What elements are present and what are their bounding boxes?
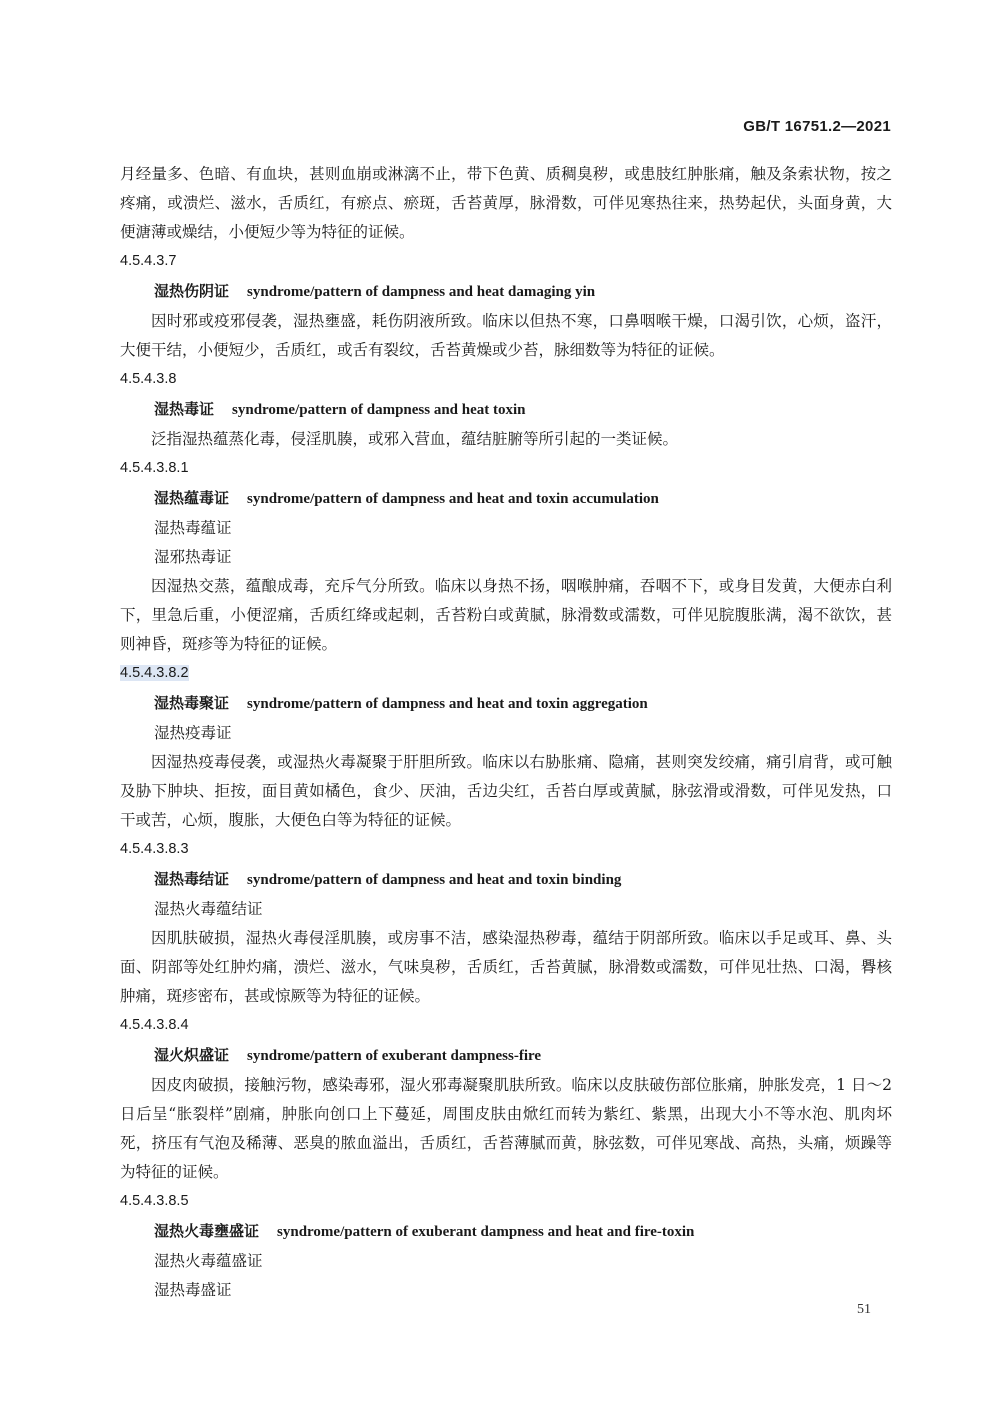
term-english: syndrome/pattern of dampness and heat and toxin binding (247, 872, 622, 888)
definition-paragraph: 泛指湿热蕴蒸化毒，侵淫肌腠，或邪入营血，蕴结脏腑等所引起的一类证候。 (151, 430, 679, 448)
term-english: syndrome/pattern of exuberant dampness and heat and fire-toxin (277, 1224, 695, 1240)
synonym-term: 湿邪热毒证 (154, 548, 232, 566)
standard-code-header: GB/T 16751.2—2021 (743, 118, 891, 135)
term-english: syndrome/pattern of dampness and heat toxin (232, 402, 526, 418)
definition-paragraph: 因湿热交蒸，蕴酿成毒，充斥气分所致。临床以身热不扬，咽喉肿痛，吞咽不下，或身目发黄，大便赤白利下，里急后重，小便涩痛，舌质红绛或起刺，舌苔粉白或黄腻，脉滑数或濡数，可伴见脘腹胀满，渴不欲饮，甚则神昏，斑疹等为特征的证候。 (120, 577, 892, 653)
synonym-term: 湿热毒蕴证 (154, 519, 232, 537)
term-chinese: 湿热毒证 (154, 400, 215, 418)
term-english: syndrome/pattern of dampness and heat and toxin accumulation (247, 491, 659, 507)
section-number: 4.5.4.3.8.4 (120, 1017, 189, 1033)
definition-paragraph: 因皮肉破损，接触污物，感染毒邪，湿火邪毒凝聚肌肤所致。临床以皮肤破伤部位胀痛，肿胀发亮，1 日～2 日后呈“胀裂样”剧痛，肿胀向创口上下蔓延，周围皮肤由焮红而转为紫红、紫黑，出现大小不等水泡、肌肉坏死，挤压有气泡及稀薄、恶臭的脓血溢出，舌质红，舌苔薄腻而黄，脉弦数，可伴见寒战、高热，头痛，烦躁等为特征的证候。 (120, 1076, 892, 1181)
term-heading (120, 394, 892, 425)
selection-highlight[interactable]: 4.5.4.3.8.2 (120, 665, 189, 681)
term-chinese: 湿热毒聚证 (154, 694, 230, 712)
definition-paragraph: 因肌肤破损，湿热火毒侵淫肌腠，或房事不洁，感染湿热秽毒，蕴结于阴部所致。临床以手足或耳、鼻、头面、阴部等处红肿灼痛，溃烂、滋水，气味臭秽，舌质红，舌苔黄腻，脉滑数或濡数，可伴见壮热、口渴，臖核肿痛，斑疹密布，甚或惊厥等为特征的证候。 (120, 929, 892, 1005)
document-body (120, 160, 892, 1305)
term-chinese: 湿热伤阴证 (154, 282, 230, 300)
term-heading (120, 688, 892, 719)
section-number: 4.5.4.3.8.1 (120, 460, 189, 476)
definition-paragraph: 因时邪或疫邪侵袭，湿热壅盛，耗伤阴液所致。临床以但热不寒，口鼻咽喉干燥，口渴引饮，心烦，盗汗，大便干结，小便短少，舌质红，或舌有裂纹，舌苔黄燥或少苔，脉细数等为特征的证候。 (120, 312, 892, 359)
synonym-term: 湿热疫毒证 (154, 724, 232, 742)
term-chinese: 湿火炽盛证 (154, 1046, 230, 1064)
term-english: syndrome/pattern of dampness and heat damaging yin (247, 284, 596, 300)
term-heading (120, 483, 892, 514)
term-heading (120, 276, 892, 307)
section-number: 4.5.4.3.8 (120, 371, 177, 387)
term-chinese: 湿热毒结证 (154, 870, 230, 888)
section-number (120, 659, 892, 688)
section-number: 4.5.4.3.8.3 (120, 841, 189, 857)
definition-paragraph: 因湿热疫毒侵袭，或湿热火毒凝聚于肝胆所致。临床以右胁胀痛、隐痛，甚则突发绞痛，痛引肩背，或可触及胁下肿块、拒按，面目黄如橘色，食少、厌油，舌边尖红，舌苔白厚或黄腻，脉弦滑或滑数，可伴见发热，口干或苦，心烦，腹胀，大便色白等为特征的证候。 (120, 753, 892, 829)
page-number: 51 (857, 1302, 871, 1317)
term-chinese: 湿热火毒壅盛证 (154, 1222, 260, 1240)
term-chinese: 湿热蕴毒证 (154, 489, 230, 507)
synonym-term: 湿热毒盛证 (154, 1281, 232, 1299)
term-heading (120, 1216, 892, 1247)
synonym-term: 湿热火毒蕴结证 (154, 900, 263, 918)
term-english: syndrome/pattern of exuberant dampness-fire (247, 1048, 542, 1064)
section-number: 4.5.4.3.8.5 (120, 1193, 189, 1209)
term-heading (120, 1040, 892, 1071)
term-english: syndrome/pattern of dampness and heat and toxin aggregation (247, 696, 648, 712)
intro-paragraph: 月经量多、色暗、有血块，甚则血崩或淋漓不止，带下色黄、质稠臭秽，或患肢红肿胀痛，触及条索状物，按之疼痛，或溃烂、滋水，舌质红，有瘀点、瘀斑，舌苔黄厚，脉滑数，可伴见寒热往来，热势起伏，头面身黄，大便溏薄或燥结，小便短少等为特征的证候。 (120, 165, 892, 241)
section-number: 4.5.4.3.7 (120, 253, 177, 269)
synonym-term: 湿热火毒蕴盛证 (154, 1252, 263, 1270)
term-heading (120, 864, 892, 895)
